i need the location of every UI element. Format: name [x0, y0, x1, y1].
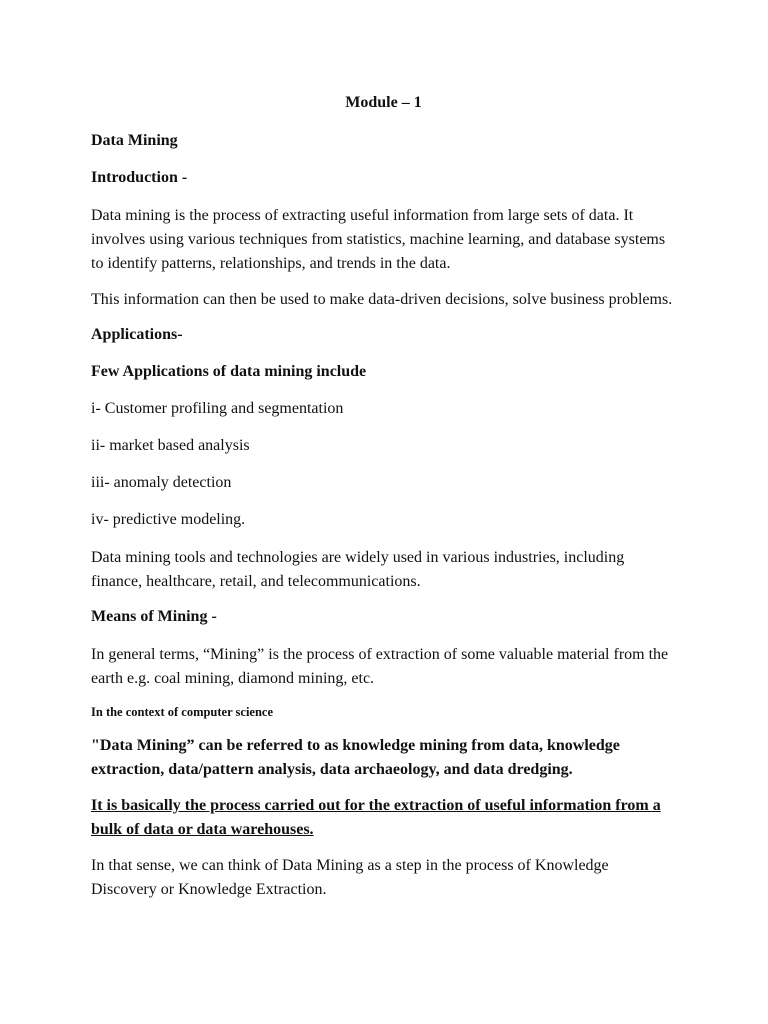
list-item: i- Customer profiling and segmentation	[91, 400, 344, 417]
list-item: ii- market based analysis	[91, 437, 250, 454]
topic-heading: Data Mining	[91, 132, 178, 149]
definition-underlined-paragraph: It is basically the process carried out for the extraction of useful information from a bulk of data or data warehouses.	[91, 797, 661, 838]
means-paragraph: In general terms, “Mining” is the process of extraction of some valuable material from the earth e.g. coal mining, diamond mining, etc.	[91, 646, 669, 687]
list-item: iv- predictive modeling.	[91, 511, 246, 528]
means-heading: Means of Mining -	[91, 608, 217, 625]
closing-paragraph: In that sense, we can think of Data Mining as a step in the process of Knowledge Discovery or Knowledge Extraction.	[91, 857, 609, 898]
industries-paragraph: Data mining tools and technologies are widely used in various industries, including finance, healthcare, retail, and telecommunications.	[91, 549, 625, 590]
definition-bold-paragraph: "Data Mining” can be referred to as knowledge mining from data, knowledge extraction, data/pattern analysis, data archaeology, and data dredging.	[91, 737, 620, 778]
intro-paragraph-1: Data mining is the process of extracting useful information from large sets of data. It involves using various techniques from statistics, machine learning, and database systems to identify patterns, relationships, and trends in the data.	[91, 207, 666, 272]
intro-paragraph-2: This information can then be used to make data-driven decisions, solve business problems.	[91, 291, 673, 308]
context-note: In the context of computer science	[91, 705, 274, 719]
applications-heading: Applications-	[91, 326, 183, 343]
intro-heading: Introduction -	[91, 169, 188, 186]
list-item: iii- anomaly detection	[91, 474, 232, 491]
applications-subheading: Few Applications of data mining include	[91, 363, 367, 380]
module-title: Module – 1	[345, 94, 422, 111]
